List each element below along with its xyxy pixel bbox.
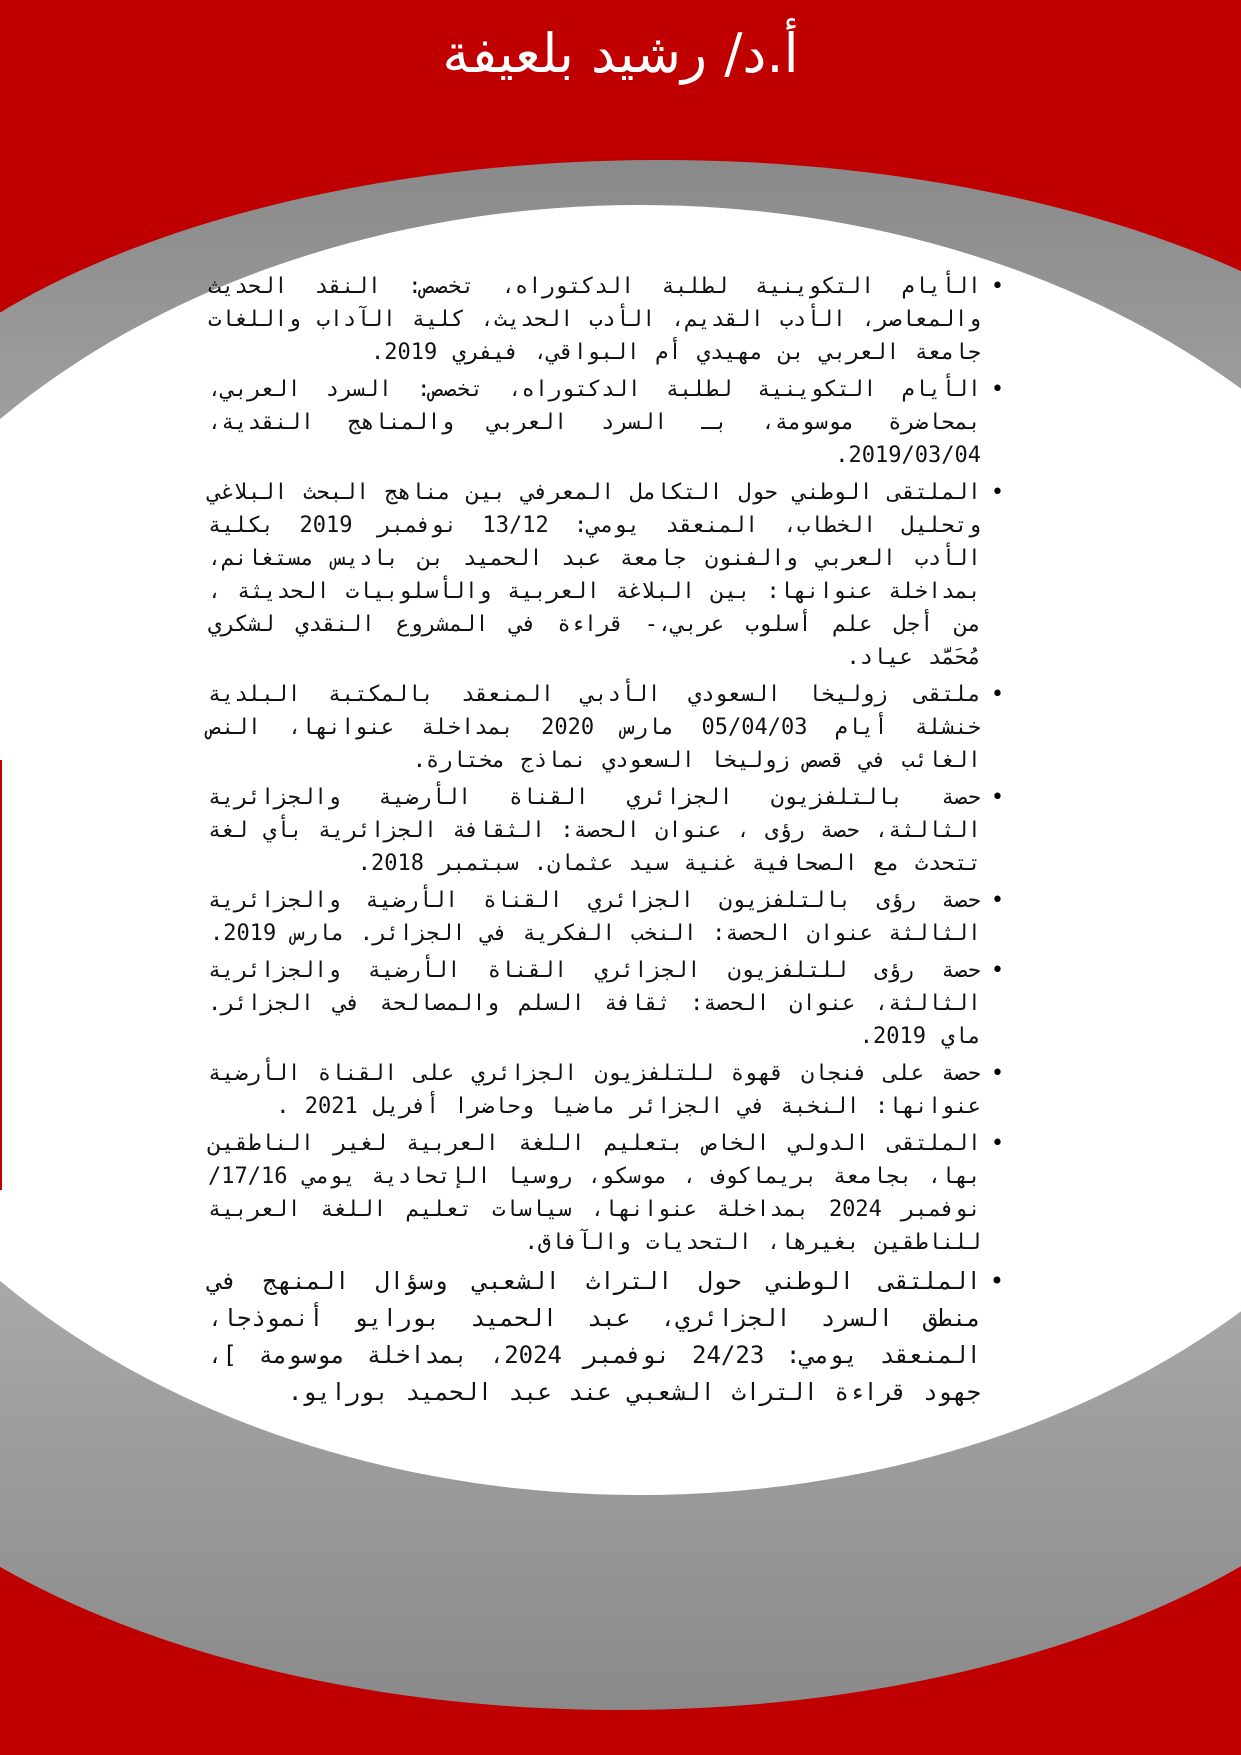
list-item: [208, 781, 1004, 880]
list-item: [208, 270, 1004, 369]
list-item: [208, 476, 1004, 674]
list-item-text: حصة بالتلفزيون الجزائري القناة الأرضية والجزائرية الثالثة، حصة رؤى ، عنوان الحصة: الثقافة الجزائرية بأي لغة تتحدث مع الصحافية غنية سيد عثمان. سبتمبر 2018.: [208, 785, 981, 876]
bullet-icon: •: [991, 958, 1004, 983]
bullet-icon: •: [991, 480, 1004, 505]
bullet-icon: •: [991, 1061, 1004, 1086]
list-item: [208, 884, 1004, 950]
page-title: أ.د/ رشيد بلعيفة: [442, 22, 799, 85]
list-item-text: الملتقى الوطني حول التكامل المعرفي بين مناهج البحث البلاغي وتحليل الخطاب، المنعقد يومي: 13/12 نوفمبر 2019 بكلية الأدب العربي والفنون جامعة عبد الحميد بن باديس مستغانم، بمداخلة عنوانها: بين البلاغة العربية والأسلوبيات الحديثة ، من أجل علم أسلوب عربي،- قراءة في المشروع النقدي لشكري مُحَمَّد عياد.: [208, 480, 981, 670]
content-column: [208, 270, 1004, 1415]
list-item: [208, 373, 1004, 472]
list-item-text: الملتقى الوطني حول التراث الشعبي وسؤال المنهج في منطق السرد الجزائري، عبد الحميد بورايو أنموذجا، المنعقد يومي: 24/23 نوفمبر 2024، بمداخلة موسومة ]، جهود قراءة التراث الشعبي عند عبد الحميد بورايو.: [208, 1267, 981, 1406]
list-item: [208, 954, 1004, 1053]
list-item-text: الملتقى الدولي الخاص بتعليم اللغة العربية لغير الناطقين بها، بجامعة بريماكوف ، موسكو، روسيا الإتحادية يومي 17/16/ نوفمبر 2024 بمداخلة عنوانها، سياسات تعليم اللغة العربية للناطقين بغيرها، التحديات والآفاق.: [208, 1131, 981, 1255]
bullet-icon: •: [991, 785, 1004, 810]
activity-list: [208, 270, 1004, 1411]
list-item-text: حصة رؤى بالتلفزيون الجزائري القناة الأرضية والجزائرية الثالثة عنوان الحصة: النخب الفكرية في الجزائر. مارس 2019.: [208, 888, 981, 946]
list-item-text: حصة على فنجان قهوة للتلفزيون الجزائري على القناة الأرضية عنوانها: النخبة في الجزائر ماضيا وحاضرا أفريل 2021 .: [208, 1061, 981, 1119]
left-edge-accent: [0, 760, 2, 1190]
bullet-icon: •: [991, 888, 1004, 913]
list-item: [208, 1057, 1004, 1123]
list-item-text: ملتقى زوليخا السعودي الأدبي المنعقد بالمكتبة البلدية خنشلة أيام 05/04/03 مارس 2020 بمداخلة عنوانها، النص الغائب في قصص زوليخا السعودي نماذج مختارة.: [208, 682, 981, 773]
list-item-text: حصة رؤى للتلفزيون الجزائري القناة الأرضية والجزائرية الثالثة، عنوان الحصة: ثقافة السلم والمصالحة في الجزائر. ماي 2019.: [208, 958, 981, 1049]
bullet-icon: •: [991, 377, 1004, 402]
list-item: [208, 1127, 1004, 1259]
list-item: [208, 678, 1004, 777]
bullet-icon: •: [991, 1131, 1004, 1156]
list-item: [208, 1263, 1004, 1411]
list-item-text: الأيام التكوينية لطلبة الدكتوراه، تخصص: السرد العربي، بمحاضرة موسومة، بـ السرد العربي والمناهج النقدية، 2019/03/04.: [208, 377, 981, 468]
list-item-text: الأيام التكوينية لطلبة الدكتوراه، تخصص: النقد الحديث والمعاصر، الأدب القديم، الأدب الحديث، كلية الآداب واللغات جامعة العربي بن مهيدي أم البواقي، فيفري 2019.: [208, 274, 981, 365]
bullet-icon: •: [991, 682, 1004, 707]
bullet-icon: •: [991, 274, 1004, 299]
bullet-icon: •: [989, 1267, 1004, 1295]
